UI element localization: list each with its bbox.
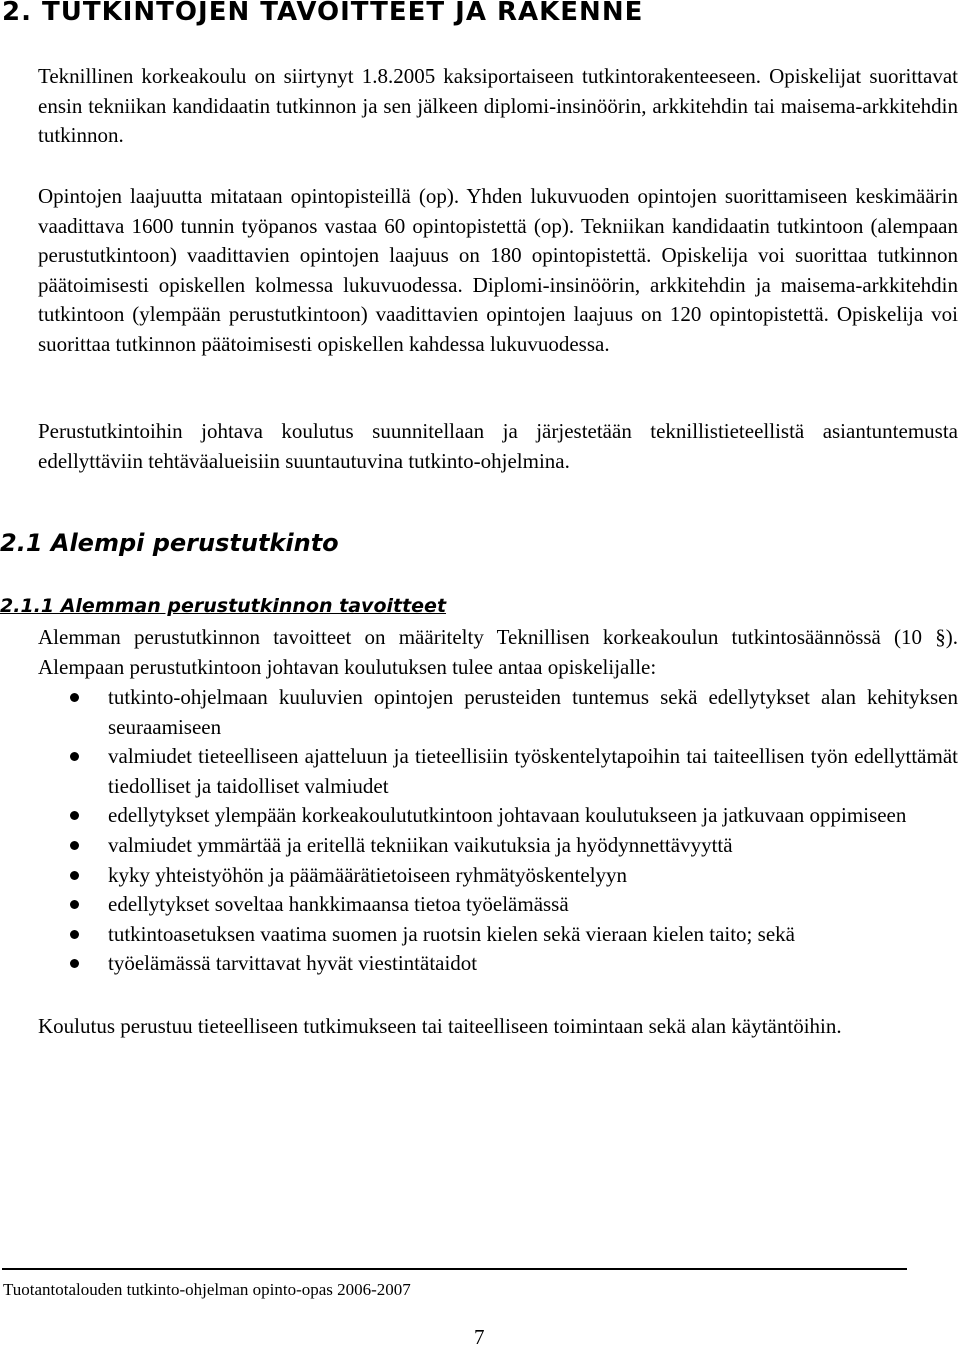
list-item-text: valmiudet ymmärtää ja eritellä tekniikan vaikutuksia ja hyödynnettävyyttä xyxy=(108,832,733,857)
page-number: 7 xyxy=(474,1325,485,1349)
chapter-heading: 2. TUTKINTOJEN TAVOITTEET JA RAKENNE xyxy=(2,0,644,27)
paragraph-degree-programmes: Perustutkintoihin johtava koulutus suunnitellaan ja järjestetään teknillistieteellistä asiantuntemusta edellyttäviin tehtäväalueisiin suuntautuvina tutkinto-ohjelmina. xyxy=(38,419,958,473)
list-item xyxy=(0,949,958,979)
list-item-text: tutkinto-ohjelmaan kuuluvien opintojen perusteiden tuntemus sekä edellytykset alan kehityksen seuraamiseen xyxy=(108,685,958,739)
list-item-text: tutkintoasetuksen vaatima suomen ja ruotsin kielen sekä vieraan kielen taito; sekä xyxy=(108,921,795,946)
footer-text: Tuotantotalouden tutkinto-ohjelman opinto-opas 2006-2007 xyxy=(3,1280,411,1299)
closing-paragraph: Koulutus perustuu tieteelliseen tutkimukseen tai taiteelliseen toimintaan sekä alan käytäntöihin. xyxy=(38,1014,842,1038)
list-item-text: edellytykset soveltaa hankkimaansa tietoa työelämässä xyxy=(108,892,569,917)
objectives-list xyxy=(0,683,958,979)
list-item-text: valmiudet tieteelliseen ajatteluun ja tieteellisiin työskentelytapoihin tai taiteellisen työn edellyttämät tiedolliset ja taidolliset valmiudet xyxy=(108,744,958,798)
section-title: 2.1 Alempi perustutkinto xyxy=(0,529,339,557)
list-item-text: edellytykset ylempään korkeakoulututkintoon johtavaan koulutukseen ja jatkuvaan oppimiseen xyxy=(108,803,907,828)
footer-divider xyxy=(2,1268,907,1270)
bullet-icon xyxy=(70,900,79,909)
bullet-icon xyxy=(70,959,79,968)
paragraph-credits: Opintojen laajuutta mitataan opintopisteillä (op). Yhden lukuvuoden opintojen suorittamiseen keskimäärin vaadittava 1600 tunnin työpanos vastaa 60 opintopistettä (op). Tekniikan kandidaatin tutkintoon (alempaan perustutkintoon) vaadittavien opintojen laajuus on 180 opintopistettä. Opiskelija voi suorittaa tutkinnon päätoimisesti opiskellen kolmessa lukuvuodessa. Diplomi-insinöörin, arkkitehdin ja maisema-arkkitehdin tutkintoon (ylempään perustutkintoon) vaadittavien opintojen laajuus on 120 opintopistettä. Opiskelija voi suorittaa tutkinnon päätoimisesti opiskellen kahdessa lukuvuodessa. xyxy=(38,184,958,356)
bullet-icon xyxy=(70,693,79,702)
list-item-text: kyky yhteistyöhön ja päämäärätietoiseen ryhmätyöskentelyyn xyxy=(108,862,628,887)
paragraph-degree-structure: Teknillinen korkeakoulu on siirtynyt 1.8.2005 kaksiportaiseen tutkintorakenteeseen. Opiskelijat suorittavat ensin tekniikan kandidaatin tutkinnon ja sen jälkeen diplomi-insinöörin, arkkitehdin tai maisema-arkkitehdin tutkinnon. xyxy=(38,64,958,148)
bullet-icon xyxy=(70,752,79,761)
bullet-icon xyxy=(70,930,79,939)
list-item xyxy=(0,831,958,861)
section-intro: Alemman perustutkinnon tavoitteet on määritelty Teknillisen korkeakoulun tutkintosäännössä (10 §). Alempaan perustutkintoon johtavan koulutuksen tulee antaa opiskelijalle: xyxy=(38,625,958,679)
bullet-icon xyxy=(70,811,79,820)
bullet-icon xyxy=(70,841,79,850)
list-item xyxy=(0,742,958,801)
list-item xyxy=(0,890,958,920)
subsection-title: 2.1.1 Alemman perustutkinnon tavoitteet xyxy=(0,595,447,617)
list-item xyxy=(0,801,958,831)
list-item xyxy=(0,920,958,950)
list-item-text: työelämässä tarvittavat hyvät viestintätaidot xyxy=(108,951,478,976)
list-item xyxy=(0,861,958,891)
list-item xyxy=(0,683,958,742)
bullet-icon xyxy=(70,871,79,880)
